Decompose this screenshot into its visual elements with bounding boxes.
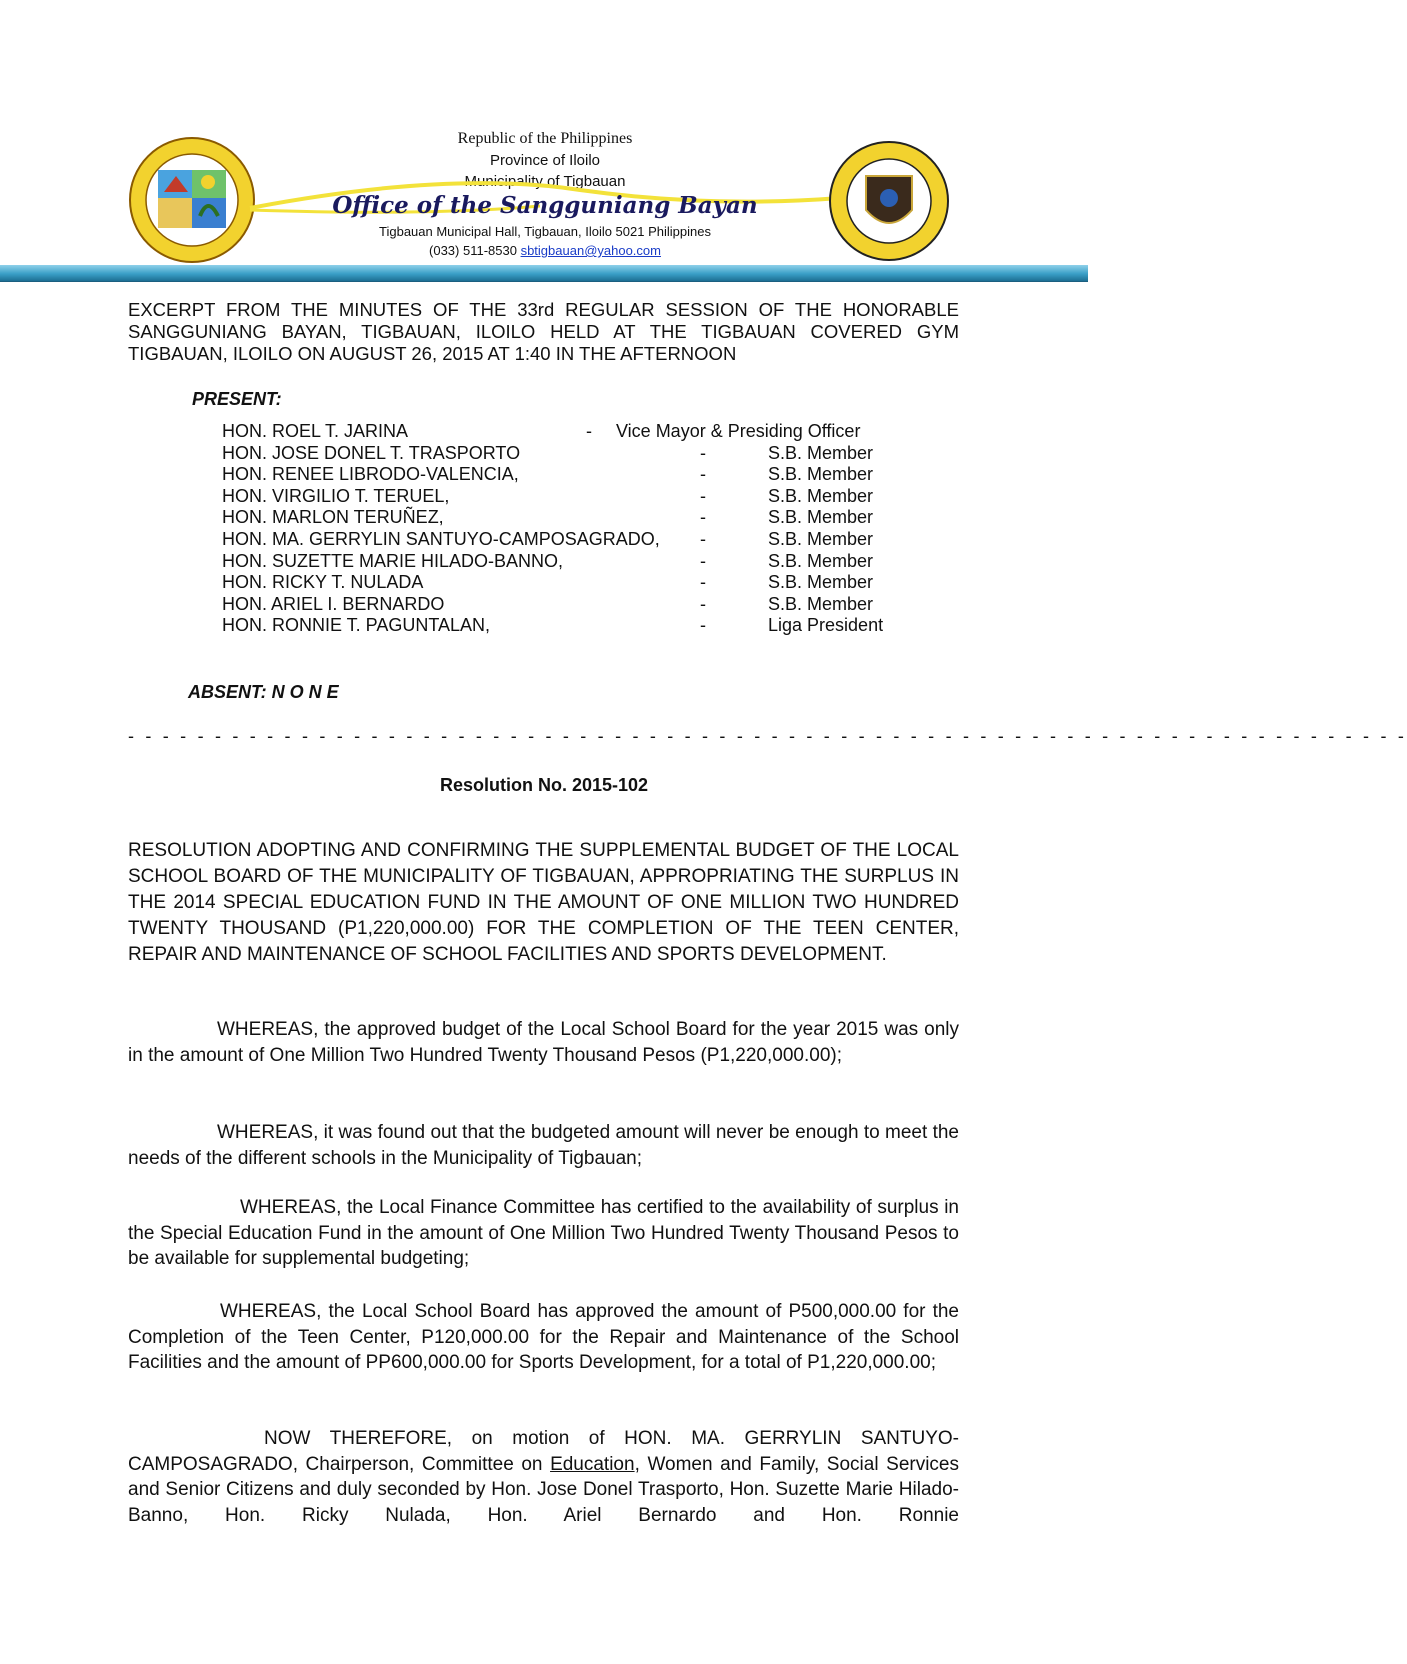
attendee-row <box>222 507 922 529</box>
whereas-text: WHEREAS, it was found out that the budgeted amount will never be enough to meet the needs of the different schools in the Municipality of Tigbauan; <box>128 1122 959 1169</box>
address-line: Tigbauan Municipal Hall, Tigbauan, Iloilo 5021 Philippines <box>379 224 711 239</box>
resolution-title: RESOLUTION ADOPTING AND CONFIRMING THE SUPPLEMENTAL BUDGET OF THE LOCAL SCHOOL BOARD OF THE MUNICIPALITY OF TIGBAUAN, APPROPRIATING THE SURPLUS IN THE 2014 SPECIAL EDUCATION FUND IN THE AMOUNT OF ONE MILLION TWO HUNDRED TWENTY THOUSAND (P1,220,000.00) FOR THE COMPLETION OF THE TEEN CENTER, REPAIR AND MAINTENANCE OF SCHOOL FACILITIES AND SPORTS DEVELOPMENT. <box>128 840 959 965</box>
whereas-paragraph-2 <box>128 1120 959 1171</box>
attendee-name: HON. MARLON TERUÑEZ, <box>222 507 444 528</box>
attendee-role: S.B. Member <box>768 529 874 549</box>
republic-line: Republic of the Philippines <box>457 130 633 147</box>
whereas-paragraph-3 <box>128 1195 959 1272</box>
attendee-name: HON. ROEL T. JARINA <box>222 421 409 441</box>
attendee-row <box>222 486 922 508</box>
attendee-role: S.B. Member <box>768 485 874 506</box>
absent-label: ABSENT: N O N E <box>188 682 339 702</box>
whereas-paragraph-4 <box>128 1299 959 1376</box>
attendee-row <box>222 615 922 637</box>
attendee-role: S.B. Member <box>768 572 874 593</box>
attendee-role: S.B. Member <box>768 593 874 614</box>
attendee-name: HON. ARIEL I. BERNARDO <box>222 593 445 614</box>
attendee-dash: - <box>700 615 706 636</box>
attendee-dash: - <box>700 550 706 571</box>
whereas-text: WHEREAS, the approved budget of the Local School Board for the year 2015 was only in the amount of One Million Two Hundred Twenty Thousand Pesos (P1,220,000.00); <box>128 1019 959 1066</box>
attendee-name: HON. JOSE DONEL T. TRASPORTO <box>222 442 521 463</box>
contact-line <box>330 243 760 258</box>
now-therefore-text: NOW THEREFORE, on motion of HON. MA. GERRYLIN SANTUYO-CAMPOSAGRADO, Chairperson, Committee on <box>128 1428 959 1475</box>
whereas-paragraph-1 <box>128 1017 959 1068</box>
attendee-name: HON. RONNIE T. PAGUNTALAN, <box>222 615 491 636</box>
header-divider-bar <box>0 265 1088 282</box>
attendee-dash: - <box>700 593 706 614</box>
attendee-name: HON. VIRGILIO T. TERUEL, <box>222 485 450 506</box>
municipality-seal-logo <box>128 136 256 264</box>
attendee-row <box>222 464 922 486</box>
sangguniang-bayan-seal-logo <box>828 140 950 262</box>
resolution-number: Resolution No. 2015-102 <box>439 775 649 795</box>
dashed-divider: - - - - - - - - - - - - - - - - - - - - - - - - - - - - - - - - - - - - - - - - - - - - - - - - - - - - - - - - - - - - - - - - - - - - - - - - - - <box>128 726 1407 746</box>
attendee-dash: - <box>700 507 706 528</box>
email-link[interactable]: sbtigbauan@yahoo.com <box>520 243 661 258</box>
municipality-line: Municipality of Tigbauan <box>464 173 626 190</box>
office-title: Office of the Sangguniang Bayan <box>332 192 758 219</box>
attendee-row <box>222 551 922 573</box>
attendee-role: Vice Mayor & Presiding Officer <box>616 421 861 441</box>
now-therefore-paragraph <box>128 1426 959 1528</box>
whereas-text: WHEREAS, the Local Finance Committee has certified to the availability of surplus in the Special Education Fund in the amount of One Million Two Hundred Twenty Thousand Pesos to be available for supplemental budgeting; <box>128 1197 959 1269</box>
attendee-dash: - <box>700 485 706 506</box>
attendee-role: Liga President <box>768 615 884 636</box>
attendee-row <box>222 443 922 465</box>
attendee-dash: - <box>700 529 706 549</box>
attendee-dash: - <box>700 442 706 463</box>
province-line: Province of Iloilo <box>489 152 601 169</box>
attendee-row <box>222 421 922 443</box>
now-therefore-text-cont: , Women and Family, Social Services and Senior Citizens and duly seconded by Hon. Jose Donel Trasporto, Hon. Suzette Marie Hilado-Banno, Hon. Ricky Nulada, Hon. Ariel Bernardo and Hon. Ronnie <box>128 1453 959 1526</box>
attendee-dash: - <box>700 572 706 593</box>
attendee-dash: - <box>586 421 592 441</box>
attendee-row <box>222 572 922 594</box>
present-label: PRESENT: <box>192 389 282 409</box>
attendee-row <box>222 594 922 616</box>
whereas-text: WHEREAS, the Local School Board has approved the amount of P500,000.00 for the Completion of the Teen Center, P120,000.00 for the Repair and Maintenance of the School Facilities and the amount of PP600,000.00 for Sports Development, for a total of P1,220,000.00; <box>128 1301 959 1373</box>
attendee-role: S.B. Member <box>768 550 874 571</box>
attendee-role: S.B. Member <box>768 507 874 528</box>
attendee-dash: - <box>700 464 706 485</box>
attendee-row <box>222 529 922 551</box>
attendee-role: S.B. Member <box>768 464 874 485</box>
attendee-name: HON. RENEE LIBRODO-VALENCIA, <box>222 464 519 485</box>
phone-number: (033) 511-8530 <box>429 243 517 258</box>
attendee-name: HON. SUZETTE MARIE HILADO-BANNO, <box>222 550 564 571</box>
minutes-excerpt: EXCERPT FROM THE MINUTES OF THE 33rd REGULAR SESSION OF THE HONORABLE SANGGUNIANG BAYAN, TIGBAUAN, ILOILO HELD AT THE TIGBAUAN COVERED GYM TIGBAUAN, ILOILO ON AUGUST 26, 2015 AT 1:40 IN THE AFTERNOON <box>128 299 959 364</box>
attendee-role: S.B. Member <box>768 442 874 463</box>
attendee-name: HON. RICKY T. NULADA <box>222 572 424 593</box>
education-underlined: Education <box>550 1453 635 1475</box>
attendee-name: HON. MA. GERRYLIN SANTUYO-CAMPOSAGRADO, <box>222 529 660 549</box>
